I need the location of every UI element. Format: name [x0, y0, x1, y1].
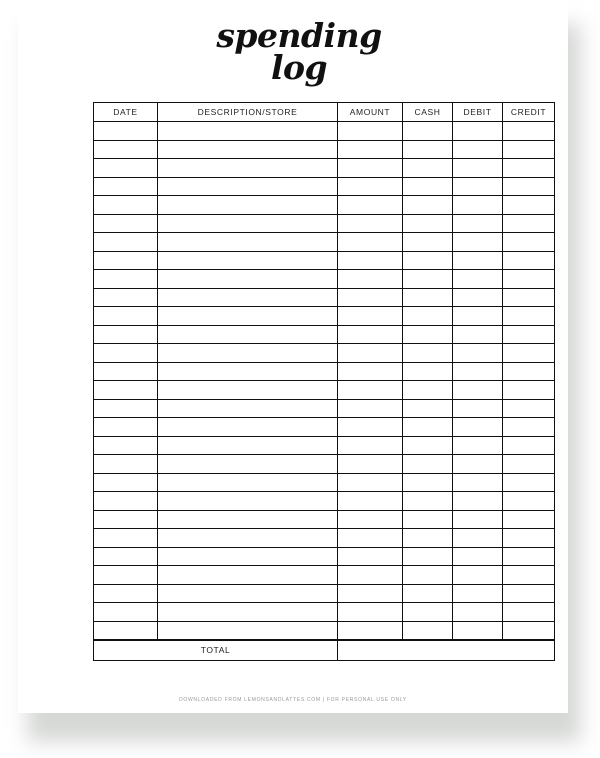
description-cell[interactable] — [158, 140, 338, 159]
log-rows — [94, 122, 555, 640]
amount-cell[interactable] — [338, 159, 403, 178]
debit-cell[interactable] — [453, 510, 503, 529]
date-cell[interactable] — [94, 529, 158, 548]
description-cell[interactable] — [158, 325, 338, 344]
credit-cell[interactable] — [503, 566, 555, 585]
credit-cell[interactable] — [503, 584, 555, 603]
description-cell[interactable] — [158, 362, 338, 381]
log-entry-row — [94, 362, 555, 381]
description-cell[interactable] — [158, 418, 338, 437]
description-cell[interactable] — [158, 436, 338, 455]
description-cell[interactable] — [158, 584, 338, 603]
log-entry-row — [94, 159, 555, 178]
date-cell[interactable] — [94, 436, 158, 455]
log-entry-row — [94, 196, 555, 215]
log-entry-row — [94, 418, 555, 437]
credit-cell[interactable] — [503, 381, 555, 400]
date-cell[interactable] — [94, 307, 158, 326]
date-cell[interactable] — [94, 566, 158, 585]
log-entry-row — [94, 473, 555, 492]
credit-cell[interactable] — [503, 455, 555, 474]
title-line-2: log — [270, 48, 328, 87]
credit-cell[interactable] — [503, 233, 555, 252]
amount-cell[interactable] — [338, 122, 403, 141]
log-entry-row — [94, 288, 555, 307]
credit-cell[interactable] — [503, 177, 555, 196]
description-cell[interactable] — [158, 399, 338, 418]
debit-cell[interactable] — [453, 196, 503, 215]
debit-cell[interactable] — [453, 140, 503, 159]
debit-cell[interactable] — [453, 233, 503, 252]
cash-cell[interactable] — [403, 288, 453, 307]
amount-cell[interactable] — [338, 140, 403, 159]
description-cell[interactable] — [158, 492, 338, 511]
description-cell[interactable] — [158, 214, 338, 233]
log-entry-row — [94, 455, 555, 474]
log-entry-row — [94, 399, 555, 418]
description-cell[interactable] — [158, 529, 338, 548]
credit-cell[interactable] — [503, 344, 555, 363]
total-value-cell[interactable] — [338, 640, 555, 661]
cash-cell[interactable] — [403, 381, 453, 400]
credit-cell[interactable] — [503, 159, 555, 178]
log-entry-row — [94, 566, 555, 585]
debit-cell[interactable] — [453, 529, 503, 548]
amount-cell[interactable] — [338, 251, 403, 270]
debit-cell[interactable] — [453, 270, 503, 289]
description-cell[interactable] — [158, 566, 338, 585]
date-cell[interactable] — [94, 140, 158, 159]
description-cell[interactable] — [158, 288, 338, 307]
debit-cell[interactable] — [453, 251, 503, 270]
credit-cell[interactable] — [503, 436, 555, 455]
description-cell[interactable] — [158, 196, 338, 215]
amount-cell[interactable] — [338, 455, 403, 474]
debit-cell[interactable] — [453, 214, 503, 233]
debit-cell[interactable] — [453, 177, 503, 196]
description-cell[interactable] — [158, 233, 338, 252]
description-cell[interactable] — [158, 270, 338, 289]
date-cell[interactable] — [94, 196, 158, 215]
date-cell[interactable] — [94, 251, 158, 270]
credit-cell[interactable] — [503, 288, 555, 307]
header-debit: DEBIT — [453, 103, 503, 122]
log-entry-row — [94, 529, 555, 548]
debit-cell[interactable] — [453, 621, 503, 640]
cash-cell[interactable] — [403, 159, 453, 178]
credit-cell[interactable] — [503, 140, 555, 159]
cash-cell[interactable] — [403, 122, 453, 141]
log-entry-row — [94, 177, 555, 196]
log-entry-row — [94, 307, 555, 326]
cash-cell[interactable] — [403, 233, 453, 252]
total-label: TOTAL — [94, 640, 338, 661]
description-cell[interactable] — [158, 603, 338, 622]
date-cell[interactable] — [94, 270, 158, 289]
title-line-1: spending — [216, 16, 382, 55]
cash-cell[interactable] — [403, 455, 453, 474]
header-amount: AMOUNT — [338, 103, 403, 122]
amount-cell[interactable] — [338, 547, 403, 566]
credit-cell[interactable] — [503, 251, 555, 270]
log-entry-row — [94, 547, 555, 566]
amount-cell[interactable] — [338, 214, 403, 233]
cash-cell[interactable] — [403, 270, 453, 289]
amount-cell[interactable] — [338, 492, 403, 511]
description-cell[interactable] — [158, 177, 338, 196]
amount-cell[interactable] — [338, 177, 403, 196]
date-cell[interactable] — [94, 381, 158, 400]
amount-cell[interactable] — [338, 603, 403, 622]
date-cell[interactable] — [94, 492, 158, 511]
debit-cell[interactable] — [453, 307, 503, 326]
debit-cell[interactable] — [453, 418, 503, 437]
log-entry-row — [94, 344, 555, 363]
debit-cell[interactable] — [453, 473, 503, 492]
cash-cell[interactable] — [403, 214, 453, 233]
header-description: DESCRIPTION/STORE — [158, 103, 338, 122]
amount-cell[interactable] — [338, 399, 403, 418]
credit-cell[interactable] — [503, 196, 555, 215]
debit-cell[interactable] — [453, 399, 503, 418]
log-entry-row — [94, 214, 555, 233]
description-cell[interactable] — [158, 473, 338, 492]
cash-cell[interactable] — [403, 547, 453, 566]
date-cell[interactable] — [94, 159, 158, 178]
description-cell[interactable] — [158, 621, 338, 640]
cash-cell[interactable] — [403, 196, 453, 215]
description-cell[interactable] — [158, 455, 338, 474]
amount-cell[interactable] — [338, 288, 403, 307]
debit-cell[interactable] — [453, 436, 503, 455]
debit-cell[interactable] — [453, 344, 503, 363]
cash-cell[interactable] — [403, 584, 453, 603]
amount-cell[interactable] — [338, 418, 403, 437]
date-cell[interactable] — [94, 344, 158, 363]
cash-cell[interactable] — [403, 510, 453, 529]
cash-cell[interactable] — [403, 473, 453, 492]
credit-cell[interactable] — [503, 529, 555, 548]
credit-cell[interactable] — [503, 362, 555, 381]
log-entry-row — [94, 325, 555, 344]
credit-cell[interactable] — [503, 122, 555, 141]
amount-cell[interactable] — [338, 621, 403, 640]
header-cash: CASH — [403, 103, 453, 122]
amount-cell[interactable] — [338, 325, 403, 344]
date-cell[interactable] — [94, 418, 158, 437]
date-cell[interactable] — [94, 473, 158, 492]
cash-cell[interactable] — [403, 307, 453, 326]
credit-cell[interactable] — [503, 418, 555, 437]
cash-cell[interactable] — [403, 566, 453, 585]
footer-credit: DOWNLOADED FROM LEMONSANDLATTES.COM | FOR PERSONAL USE ONLY — [179, 697, 407, 703]
cash-cell[interactable] — [403, 436, 453, 455]
date-cell[interactable] — [94, 603, 158, 622]
credit-cell[interactable] — [503, 510, 555, 529]
cash-cell[interactable] — [403, 177, 453, 196]
date-cell[interactable] — [94, 399, 158, 418]
date-cell[interactable] — [94, 122, 158, 141]
date-cell[interactable] — [94, 233, 158, 252]
log-entry-row — [94, 621, 555, 640]
date-cell[interactable] — [94, 214, 158, 233]
cash-cell[interactable] — [403, 603, 453, 622]
debit-cell[interactable] — [453, 288, 503, 307]
log-entry-row — [94, 140, 555, 159]
amount-cell[interactable] — [338, 362, 403, 381]
debit-cell[interactable] — [453, 547, 503, 566]
cash-cell[interactable] — [403, 344, 453, 363]
debit-cell[interactable] — [453, 584, 503, 603]
date-cell[interactable] — [94, 510, 158, 529]
header-row — [94, 103, 555, 122]
date-cell[interactable] — [94, 362, 158, 381]
cash-cell[interactable] — [403, 621, 453, 640]
total-row — [94, 640, 555, 661]
debit-cell[interactable] — [453, 362, 503, 381]
cash-cell[interactable] — [403, 325, 453, 344]
debit-cell[interactable] — [453, 455, 503, 474]
credit-cell[interactable] — [503, 214, 555, 233]
credit-cell[interactable] — [503, 621, 555, 640]
debit-cell[interactable] — [453, 603, 503, 622]
log-entry-row — [94, 251, 555, 270]
date-cell[interactable] — [94, 584, 158, 603]
debit-cell[interactable] — [453, 122, 503, 141]
amount-cell[interactable] — [338, 381, 403, 400]
amount-cell[interactable] — [338, 196, 403, 215]
amount-cell[interactable] — [338, 270, 403, 289]
debit-cell[interactable] — [453, 492, 503, 511]
debit-cell[interactable] — [453, 325, 503, 344]
cash-cell[interactable] — [403, 399, 453, 418]
cash-cell[interactable] — [403, 140, 453, 159]
credit-cell[interactable] — [503, 307, 555, 326]
printable-sheet — [18, 0, 568, 713]
date-cell[interactable] — [94, 177, 158, 196]
amount-cell[interactable] — [338, 529, 403, 548]
log-entry-row — [94, 603, 555, 622]
date-cell[interactable] — [94, 621, 158, 640]
header-date: DATE — [94, 103, 158, 122]
amount-cell[interactable] — [338, 566, 403, 585]
log-entry-row — [94, 270, 555, 289]
credit-cell[interactable] — [503, 399, 555, 418]
credit-cell[interactable] — [503, 325, 555, 344]
description-cell[interactable] — [158, 251, 338, 270]
log-entry-row — [94, 510, 555, 529]
credit-cell[interactable] — [503, 603, 555, 622]
credit-cell[interactable] — [503, 270, 555, 289]
debit-cell[interactable] — [453, 381, 503, 400]
spending-log-table — [93, 102, 555, 661]
date-cell[interactable] — [94, 325, 158, 344]
description-cell[interactable] — [158, 381, 338, 400]
description-cell[interactable] — [158, 307, 338, 326]
amount-cell[interactable] — [338, 307, 403, 326]
cash-cell[interactable] — [403, 251, 453, 270]
credit-cell[interactable] — [503, 473, 555, 492]
date-cell[interactable] — [94, 288, 158, 307]
log-entry-row — [94, 584, 555, 603]
log-entry-row — [94, 233, 555, 252]
description-cell[interactable] — [158, 344, 338, 363]
cash-cell[interactable] — [403, 529, 453, 548]
amount-cell[interactable] — [338, 436, 403, 455]
cash-cell[interactable] — [403, 492, 453, 511]
amount-cell[interactable] — [338, 344, 403, 363]
debit-cell[interactable] — [453, 159, 503, 178]
credit-cell[interactable] — [503, 547, 555, 566]
log-entry-row — [94, 492, 555, 511]
date-cell[interactable] — [94, 455, 158, 474]
log-entry-row — [94, 436, 555, 455]
header-credit: CREDIT — [503, 103, 555, 122]
log-entry-row — [94, 381, 555, 400]
log-entry-row — [94, 122, 555, 141]
description-cell[interactable] — [158, 122, 338, 141]
date-cell[interactable] — [94, 547, 158, 566]
amount-cell[interactable] — [338, 584, 403, 603]
credit-cell[interactable] — [503, 492, 555, 511]
amount-cell[interactable] — [338, 473, 403, 492]
cash-cell[interactable] — [403, 362, 453, 381]
cash-cell[interactable] — [403, 418, 453, 437]
amount-cell[interactable] — [338, 233, 403, 252]
description-cell[interactable] — [158, 510, 338, 529]
description-cell[interactable] — [158, 547, 338, 566]
description-cell[interactable] — [158, 159, 338, 178]
debit-cell[interactable] — [453, 566, 503, 585]
amount-cell[interactable] — [338, 510, 403, 529]
